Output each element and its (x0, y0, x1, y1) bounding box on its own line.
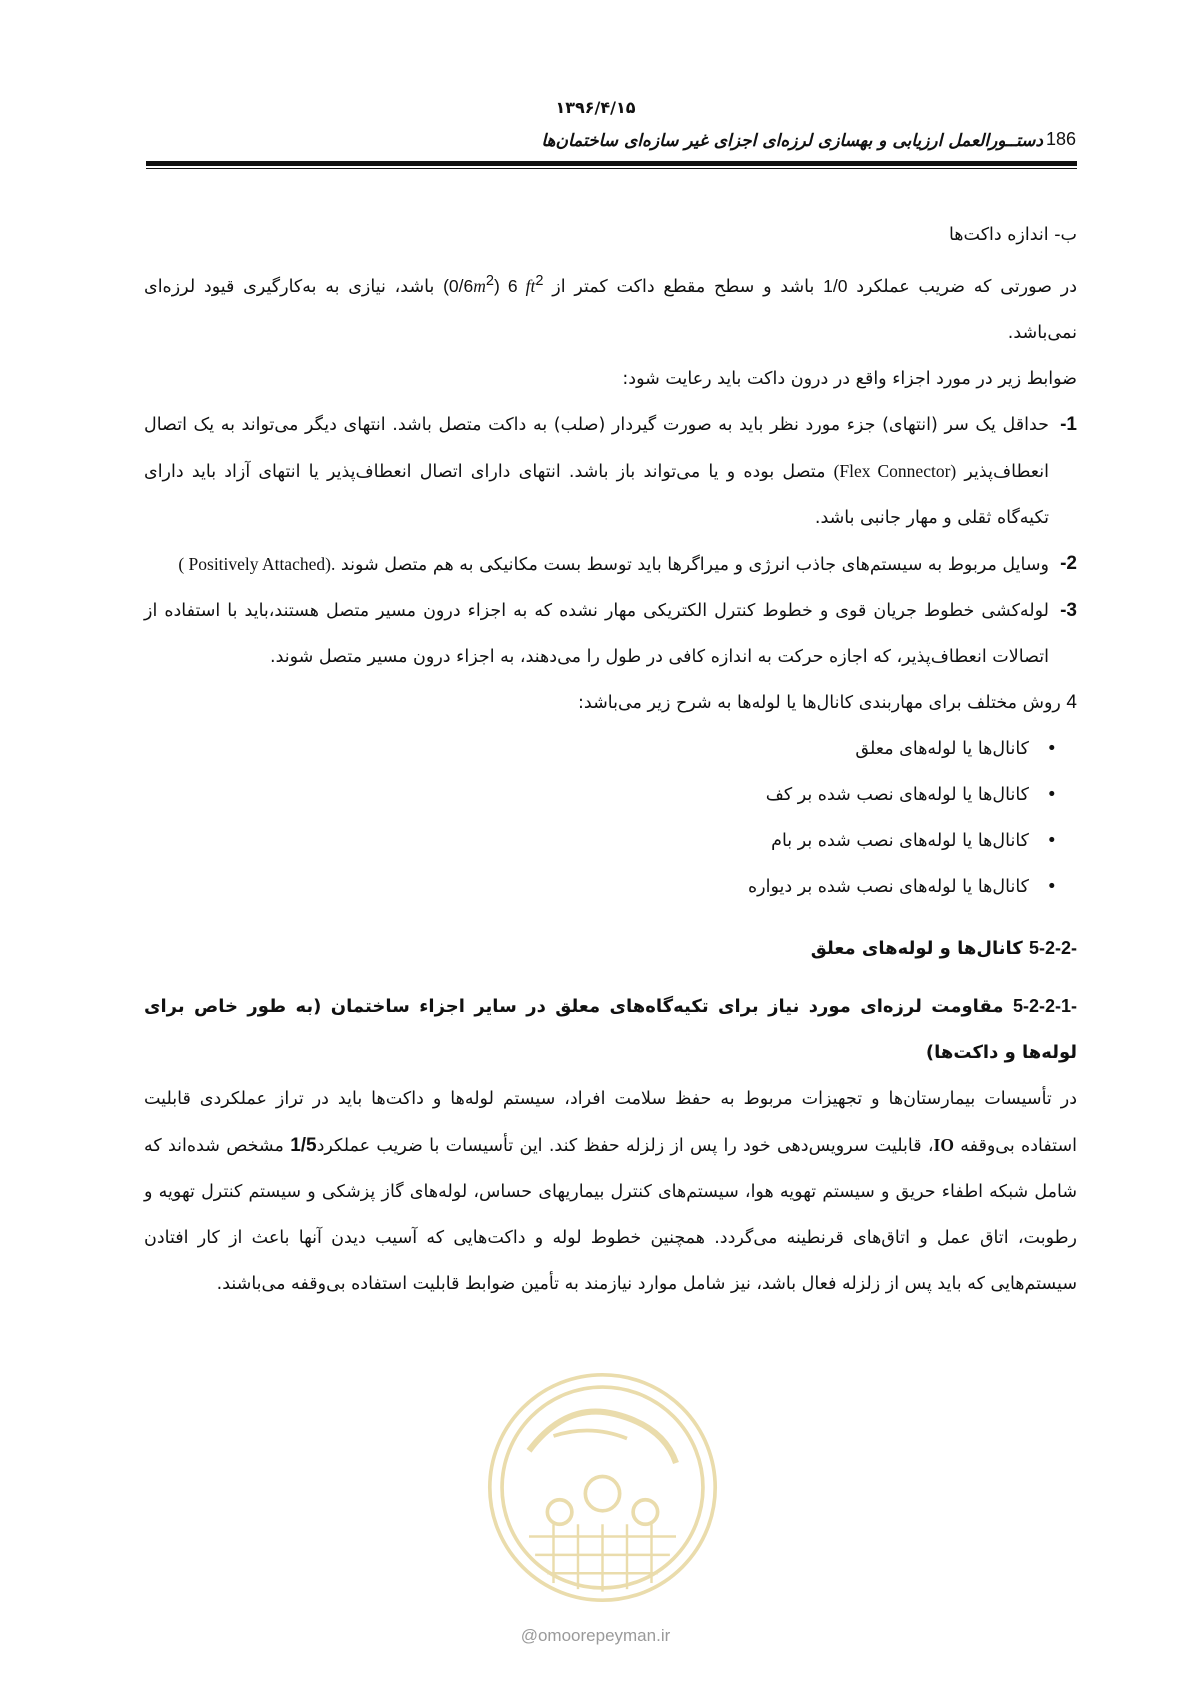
watermark-site: @omoorepeyman.ir (520, 1626, 671, 1645)
list-item: • کانال‌ها یا لوله‌های معلق (144, 726, 1057, 772)
numbered-item-2: 2- وسایل مربوط به سیستم‌های جاذب انرژی و میراگرها باید توسط بست مکانیکی به هم متصل شوند ( Positively Attached). (178, 552, 1077, 575)
section-heading: 5-2-2- کانال‌ها و لوله‌های معلق (810, 937, 1077, 959)
bracing-methods-intro: 4 روش مختلف برای مهاربندی کانال‌ها یا لوله‌ها به شرح زیر می‌باشد: (578, 691, 1077, 713)
header-rule-thick (146, 161, 1077, 166)
page-number: 186 (1046, 129, 1077, 149)
numbered-item-1: 1- حداقل یک سر (انتهای) جزء مورد نظر باید به صورت گیردار (صلب) به داکت متصل باشد. انتهای دیگر می‌تواند به یک اتصال انعطاف‌پذیر (Flex Connector) متصل بوده و یا می‌تواند باز باشد. انتهای دارای اتصال انعطاف‌پذیر یا انتهای آزاد باید دارای تکیه‌گاه ثقلی و مهار جانبی باشد. (144, 413, 1077, 528)
header-title: دستــورالعمل ارزیابی و بهسازی لرزه‌ای اجزای غیر سازه‌ای ساختمان‌ها (541, 131, 1043, 151)
performance-coefficient: 1/0 (823, 275, 848, 296)
subsection-heading: 5-2-2-1- مقاومت لرزه‌ای مورد نیاز برای تکیه‌گاه‌های معلق در سایر اجزاء ساختمان (به طور خاص برای لوله‌ها و داکت‌ها) (144, 995, 1077, 1063)
header-date: ۱۳۹۶/۴/۱۵ (555, 98, 636, 117)
section-b-title: ب- اندازه داکت‌ها (948, 225, 1077, 245)
duct-size-paragraph: در صورتی که ضریب عملکرد 1/0 باشد و سطح مقطع داکت کمتر از $(0/6m^2)$ 6 $ft^2$ باشد، نیازی به به‌کارگیری قیود لرزه‌ای نمی‌باشد. (144, 273, 1077, 343)
list-item: • کانال‌ها یا لوله‌های نصب شده بر دیواره (144, 864, 1057, 910)
watermark-logo-icon (480, 1365, 725, 1610)
area-formula: $(0/6m^2)$ 6 $ft^2$ (443, 273, 544, 296)
list-item: • کانال‌ها یا لوله‌های نصب شده بر بام (144, 818, 1057, 864)
list-item: • کانال‌ها یا لوله‌های نصب شده بر کف (144, 772, 1057, 818)
hospital-systems-paragraph: در تأسیسات بیمارستان‌ها و تجهیزات مربوط به حفظ سلامت افراد، سیستم لوله‌ها و داکت‌ها باید در تراز عملکردی قابلیت استفاده بی‌وقفه IO، قابلیت سرویس‌دهی خود را پس از زلزله حفظ کند. این تأسیسات با ضریب عملکرد1/5 مشخص شده‌اند که شامل شبکه اطفاء حریق و سیستم تهویه هوا، سیستم‌های کنترل بیماریهای حساس، لوله‌های گاز پزشکی و سیستم کنترل تهویه و رطوبت، اتاق عمل و اتاق‌های قرنطینه می‌گردد. همچنین خطوط لوله و داکت‌هایی که آسیب دیدن آنها باعث از کار افتادن سیستم‌هایی که باید پس از زلزله فعال باشد، نیز شامل موارد نیازمند به تأمین ضوابط قابلیت استفاده بی‌وقفه می‌باشند. (144, 1088, 1077, 1294)
document-body (144, 212, 1077, 1307)
bracing-methods-list (144, 726, 1077, 910)
header-rule-thin (146, 168, 1077, 169)
numbered-item-3: 3- لوله‌کشی خطوط جریان قوی و خطوط کنترل الکتریکی مهار نشده که به اجزاء درون مسیر متصل هستند،باید با استفاده از اتصالات انعطاف‌پذیر، که اجازه حرکت به اندازه کافی در طول را می‌دهند، به اجزاء درون مسیر متصل شوند. (144, 599, 1077, 667)
rules-intro: ضوابط زیر در مورد اجزاء واقع در درون داکت باید رعایت شود: (622, 368, 1077, 389)
